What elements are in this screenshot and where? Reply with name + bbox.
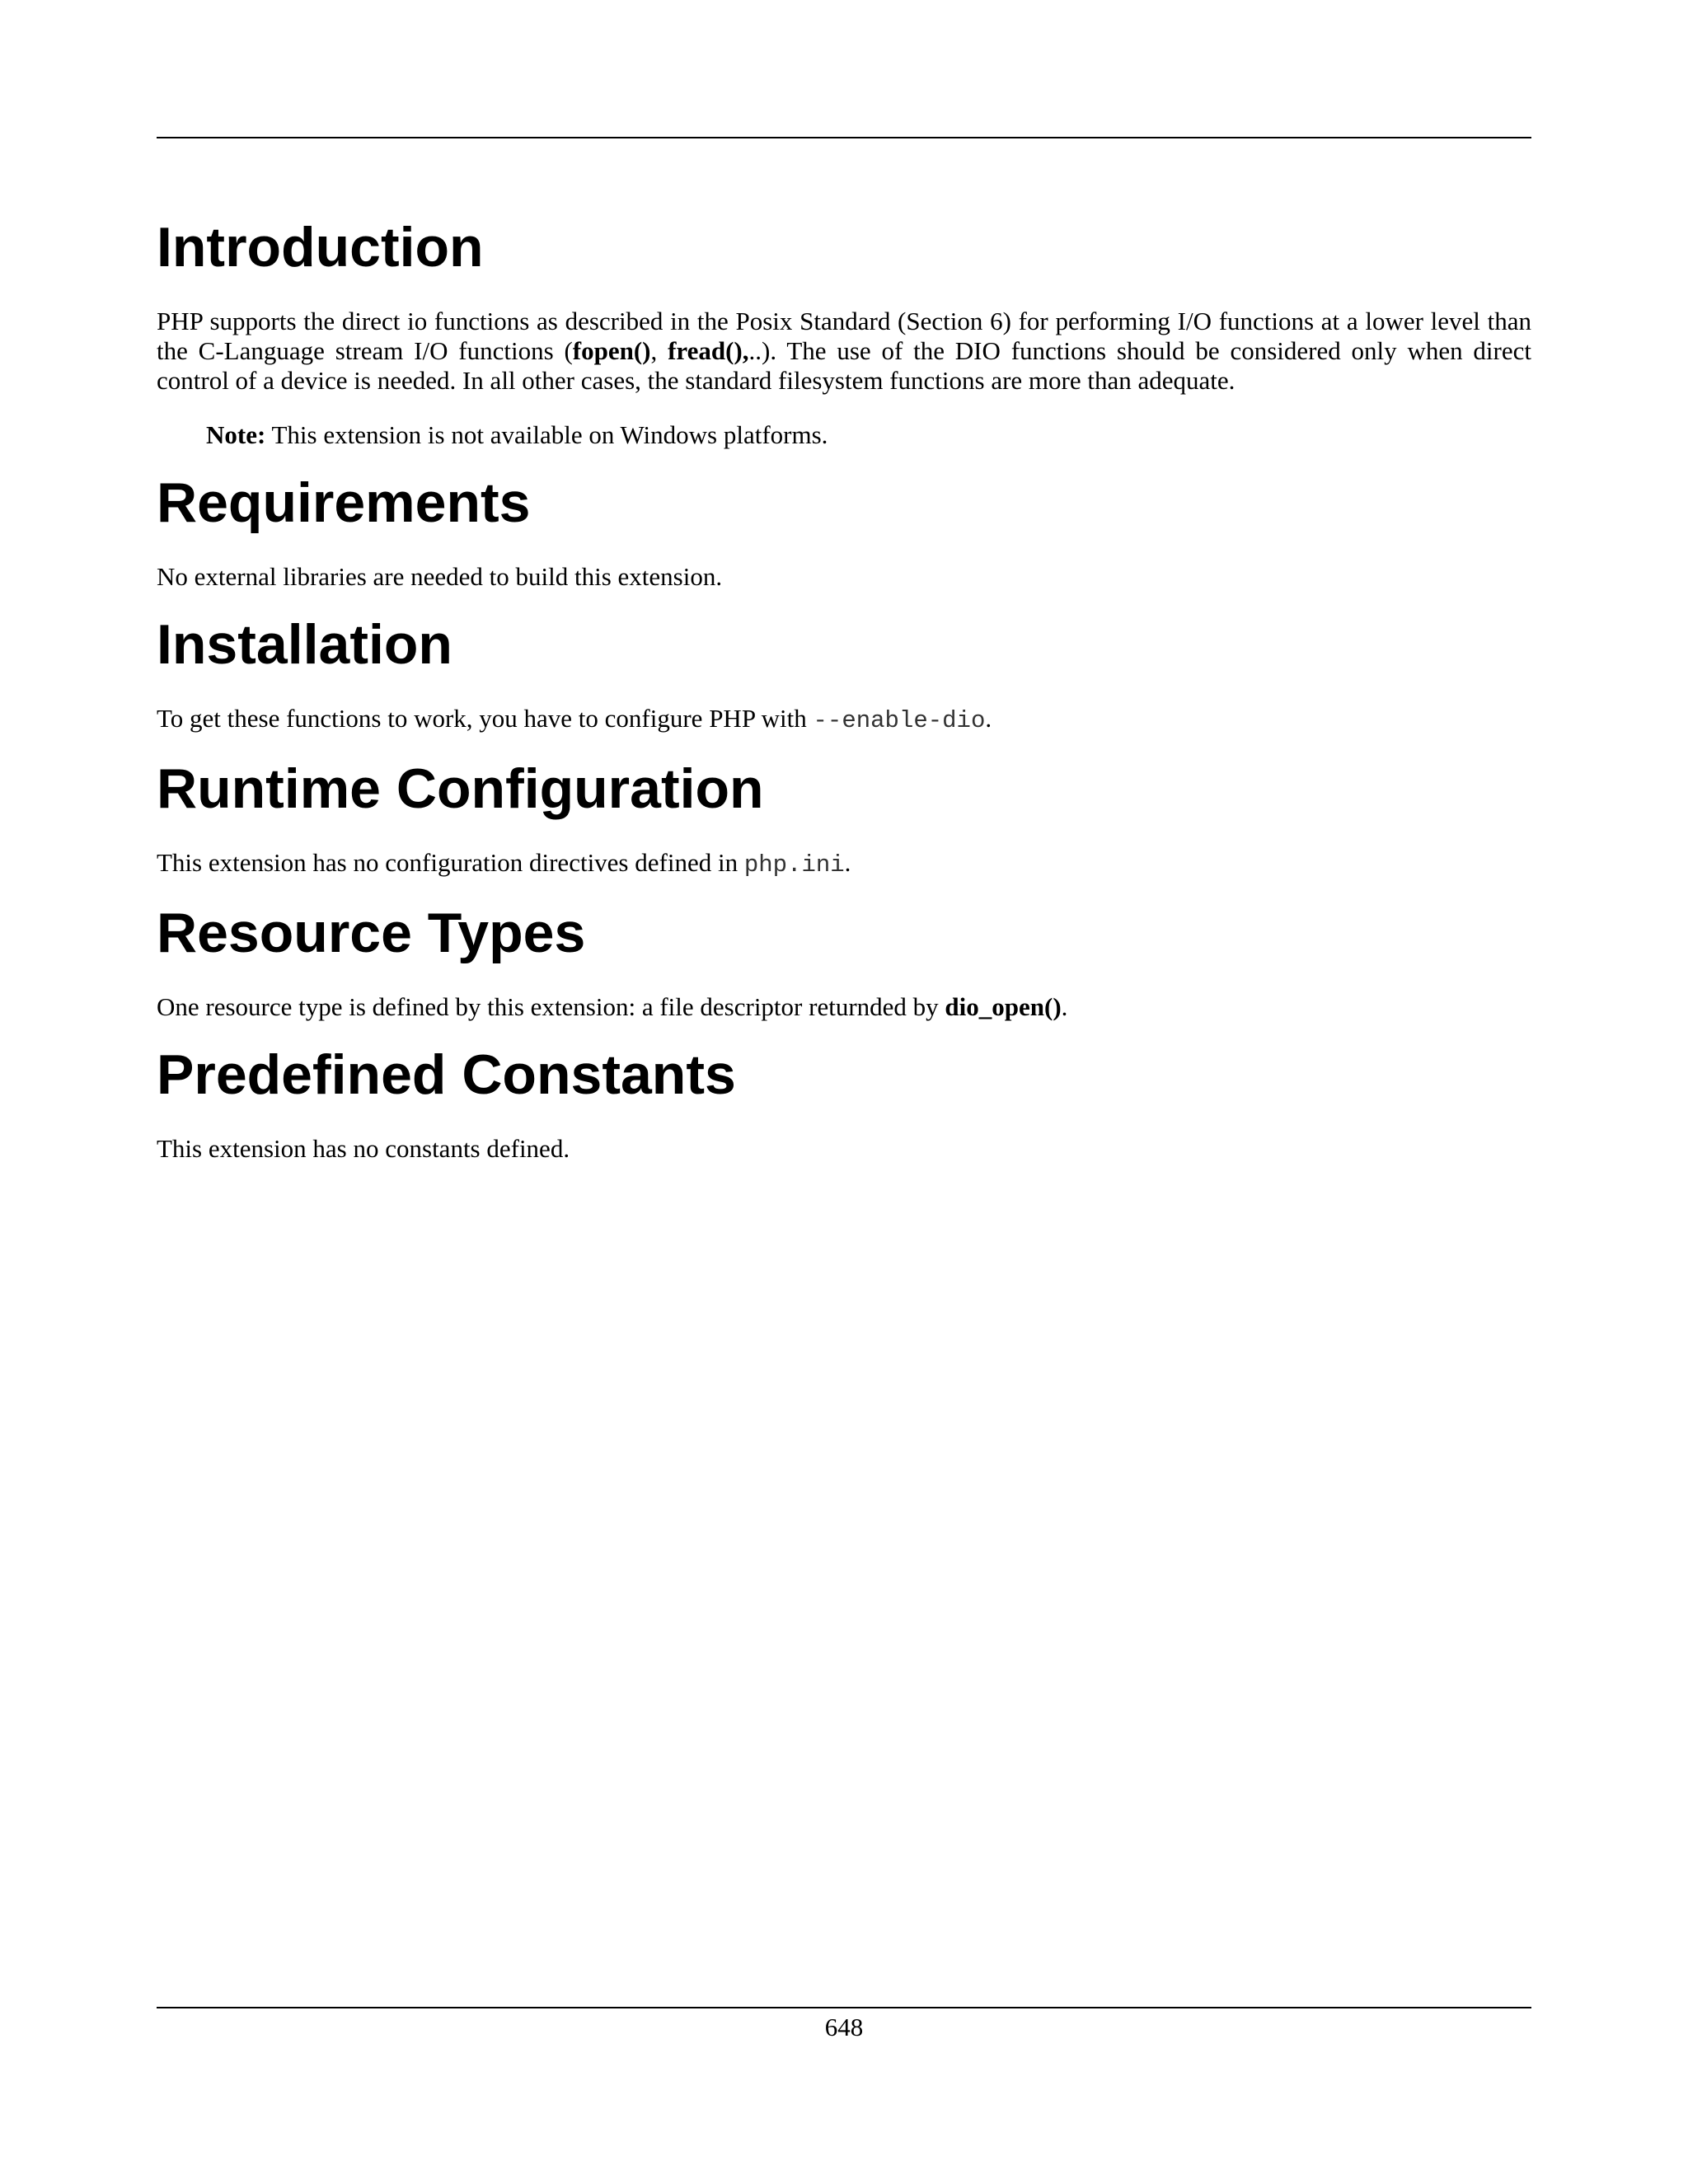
resource-types-heading: Resource Types (157, 902, 586, 964)
requirements-paragraph: No external libraries are needed to build this extension. (157, 562, 723, 591)
requirements-heading: Requirements (157, 471, 531, 534)
php-ini-filename: php.ini (743, 851, 845, 879)
note-label: Note: (206, 420, 266, 449)
footer-rule (157, 2007, 1531, 2008)
dio-open-function: dio_open() (945, 992, 1062, 1021)
runtime-text-start: This extension has no configuration directives defined in (157, 848, 744, 877)
introduction-paragraph (157, 307, 1531, 396)
fread-function: fread(), (668, 336, 749, 365)
resource-text-start: One resource type is defined by this extension: a file descriptor returnded by (157, 992, 945, 1021)
introduction-heading: Introduction (157, 216, 484, 279)
intro-separator: , (650, 336, 668, 365)
predefined-constants-heading: Predefined Constants (157, 1043, 736, 1106)
intro-text-start: PHP supports the direct io functions as described in the Posix Standard (Section 6) for performing I/O functions at a lower level than the C-Language stream I/O functions ( (157, 307, 1531, 365)
intro-text-end: ..). The use of the DIO functions should be considered only when direct control of a device is needed. In all other cases, the standard filesystem functions are more than adequate. (157, 336, 1531, 395)
runtime-configuration-paragraph (157, 848, 1531, 880)
header-rule (157, 137, 1531, 138)
predefined-constants-paragraph: This extension has no constants defined. (157, 1134, 570, 1163)
fopen-function: fopen() (572, 336, 651, 365)
document-page (157, 0, 1531, 2184)
resource-types-paragraph (157, 992, 1531, 1022)
installation-text-start: To get these functions to work, you have to configure PHP with (157, 704, 814, 733)
installation-text-end: . (985, 704, 992, 733)
note-text: This extension is not available on Windows platforms. (265, 420, 828, 449)
installation-paragraph (157, 704, 1531, 736)
page-number: 648 (824, 2013, 864, 2041)
runtime-configuration-heading: Runtime Configuration (157, 757, 764, 820)
installation-heading: Installation (157, 613, 452, 676)
resource-text-end: . (1061, 992, 1068, 1021)
runtime-text-end: . (844, 848, 851, 877)
enable-dio-option: --enable-dio (813, 707, 986, 734)
page-content (157, 214, 1531, 1183)
windows-note (206, 420, 1531, 450)
